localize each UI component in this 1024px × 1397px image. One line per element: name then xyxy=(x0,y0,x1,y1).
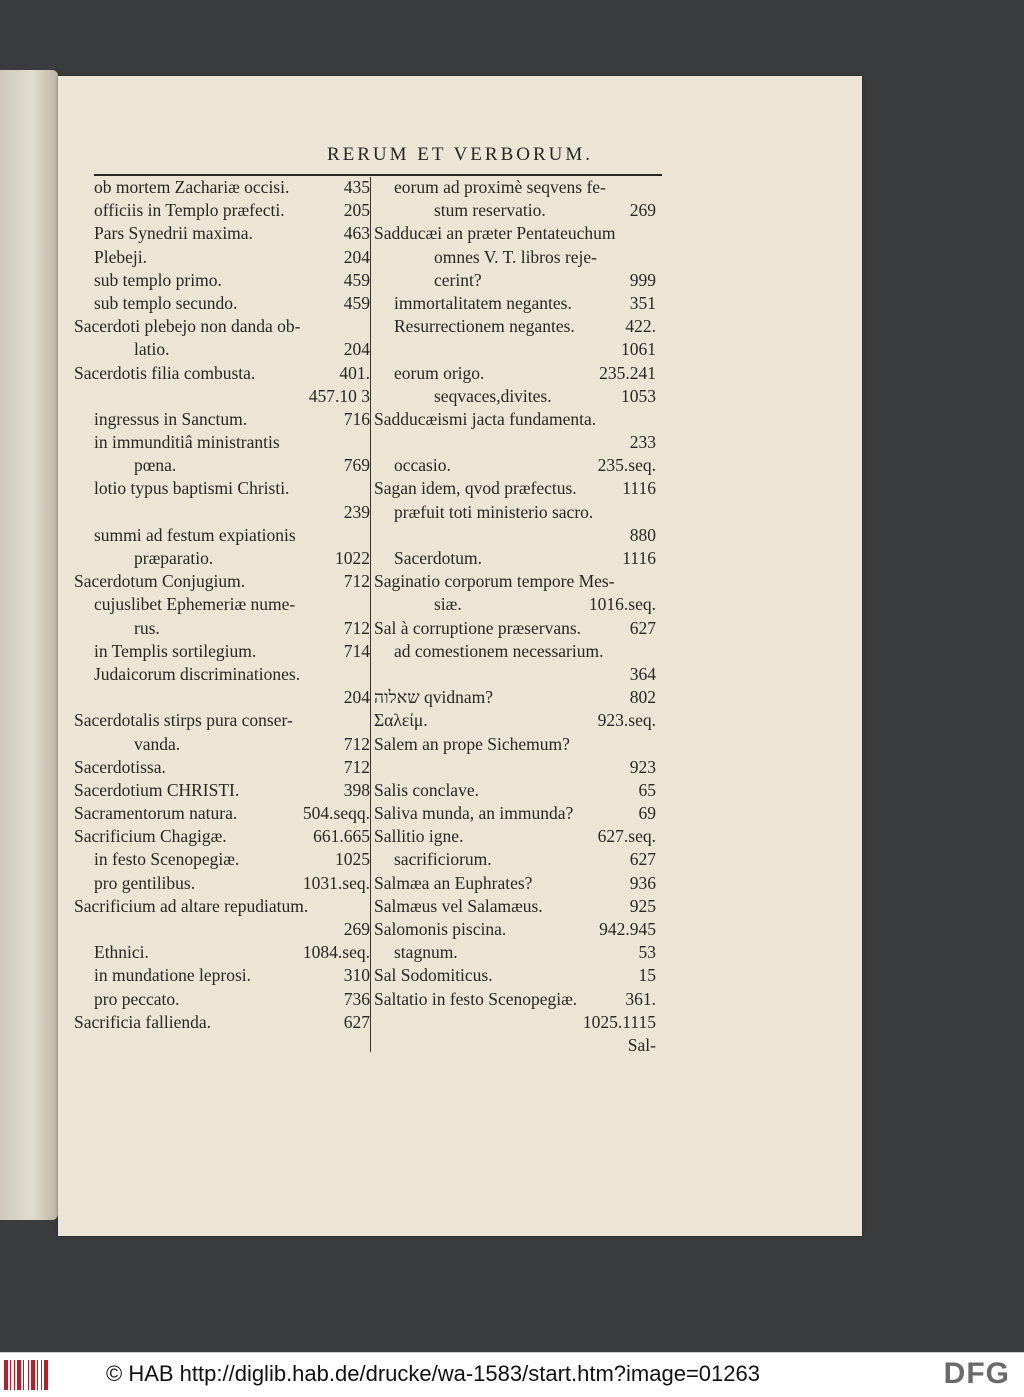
entry-term: siæ. xyxy=(434,594,462,615)
index-entry xyxy=(74,989,370,1012)
entry-term: pro peccato. xyxy=(94,988,180,1009)
entry-term: in mundatione leprosi. xyxy=(94,965,251,986)
index-entry xyxy=(74,710,370,733)
index-entry xyxy=(74,757,370,780)
entry-term: in immunditiâ ministrantis xyxy=(94,432,280,453)
entry-term: Salomonis piscina. xyxy=(374,919,507,939)
entry-term: Sallitio igne. xyxy=(374,826,464,847)
entry-term: Sacerdotissa. xyxy=(74,756,166,777)
entry-term: Sacrificium Chagigæ. xyxy=(74,826,227,847)
entry-term: stum reservatio. xyxy=(434,200,546,221)
index-entry xyxy=(374,223,656,246)
index-entry xyxy=(374,293,656,316)
entry-page-ref: 999 xyxy=(629,269,656,290)
entry-page-ref: 463 xyxy=(343,223,370,244)
index-entry xyxy=(74,223,370,246)
entry-page-ref: 716 xyxy=(343,408,370,429)
entry-term: Sacerdotalis stirps pura conser- xyxy=(74,710,293,731)
entry-page-ref: 1025 xyxy=(335,849,370,870)
index-entry xyxy=(374,525,656,548)
entry-term: Sacrificium ad altare repudiatum. xyxy=(74,895,309,916)
index-entry xyxy=(74,594,370,617)
entry-term: Σαλείμ. xyxy=(374,710,428,731)
entry-page-ref: 627 xyxy=(343,1011,370,1032)
index-entry xyxy=(74,849,370,872)
index-entry xyxy=(374,455,656,478)
index-entry xyxy=(74,896,370,919)
entry-page-ref: 310 xyxy=(343,965,370,986)
entry-page-ref: 422. xyxy=(625,316,656,337)
index-entry xyxy=(374,571,656,594)
entry-term: immortalitatem negantes. xyxy=(394,292,572,313)
entry-term: Salmæus vel Salamæus. xyxy=(374,895,543,916)
index-entry xyxy=(74,409,370,432)
entry-page-ref: 235.seq. xyxy=(597,455,656,476)
entry-page-ref: 204 xyxy=(343,687,370,708)
entry-page-ref: 712 xyxy=(343,756,370,777)
library-logo-icon xyxy=(4,1360,48,1390)
index-entry xyxy=(74,432,370,455)
entry-page-ref: 235.241 xyxy=(599,362,656,383)
entry-term: omnes V. T. libros reje- xyxy=(434,246,597,267)
entry-page-ref: Sal- xyxy=(627,1034,656,1055)
entry-term: rus. xyxy=(134,617,160,638)
index-entry xyxy=(374,316,656,339)
entry-page-ref: 736 xyxy=(343,988,370,1009)
index-column-left xyxy=(74,177,370,1035)
entry-page-ref: 712 xyxy=(343,571,370,592)
entry-term: Resurrectionem negantes. xyxy=(394,316,575,337)
footer-bar xyxy=(0,1352,1024,1397)
running-head: RERUM ET VERBORUM. xyxy=(326,144,594,165)
entry-page-ref: 504.seqq. xyxy=(302,803,370,824)
entry-page-ref: 435 xyxy=(343,177,370,197)
index-entry xyxy=(74,965,370,988)
book-page xyxy=(58,76,862,1236)
index-entry xyxy=(374,710,656,733)
entry-term: in festo Scenopegiæ. xyxy=(94,849,240,870)
entry-page-ref: 1116 xyxy=(622,478,656,499)
index-entry xyxy=(374,594,656,617)
index-entry xyxy=(374,200,656,223)
index-entry xyxy=(374,873,656,896)
entry-term: Saginatio corporum tempore Mes- xyxy=(374,571,615,592)
index-entry xyxy=(374,687,656,710)
entry-page-ref: 1061 xyxy=(621,339,656,360)
index-entry xyxy=(374,803,656,826)
entry-term: Plebeji. xyxy=(94,246,147,267)
index-entry xyxy=(74,293,370,316)
index-entry xyxy=(374,339,656,362)
index-entry xyxy=(374,432,656,455)
header-rule xyxy=(94,174,662,176)
entry-page-ref: 351 xyxy=(629,292,656,313)
entry-page-ref: 457.10 3 xyxy=(308,385,370,406)
entry-page-ref: 1084.seq. xyxy=(302,942,370,963)
entry-term: Salem an prope Sichemum? xyxy=(374,733,570,754)
column-divider xyxy=(370,177,371,1052)
entry-term: Ethnici. xyxy=(94,942,149,963)
index-entry xyxy=(74,455,370,478)
entry-page-ref: 401. xyxy=(339,362,370,383)
index-entry xyxy=(374,1035,656,1058)
entry-page-ref: 1116 xyxy=(622,548,656,568)
index-entry xyxy=(374,386,656,409)
previous-page-edge xyxy=(0,70,58,1220)
index-entry xyxy=(74,803,370,826)
entry-page-ref: 459 xyxy=(343,269,370,290)
entry-page-ref: 204 xyxy=(343,246,370,267)
index-entry xyxy=(74,571,370,594)
entry-term: Sacramentorum natura. xyxy=(74,803,238,824)
entry-term: Judaicorum discriminationes. xyxy=(94,663,301,684)
entry-term: Sacerdotium CHRISTI. xyxy=(74,779,240,800)
entry-term: Salmæa an Euphrates? xyxy=(374,872,533,893)
entry-page-ref: 1025.1115 xyxy=(582,1011,656,1032)
entry-term: sub templo secundo. xyxy=(94,292,238,313)
index-entry xyxy=(74,502,370,525)
index-entry xyxy=(374,664,656,687)
entry-term: Sagan idem, qvod præfectus. xyxy=(374,478,577,499)
index-entry xyxy=(74,664,370,687)
entry-page-ref: 53 xyxy=(638,942,656,963)
index-entry xyxy=(374,734,656,757)
index-entry xyxy=(374,942,656,965)
entry-page-ref: 712 xyxy=(343,617,370,638)
index-entry xyxy=(374,502,656,525)
entry-page-ref: 233 xyxy=(629,432,656,453)
index-entry xyxy=(74,618,370,641)
entry-term: Sacrificia fallienda. xyxy=(74,1011,212,1032)
index-entry xyxy=(74,919,370,942)
entry-page-ref: 942.945 xyxy=(599,919,656,939)
entry-page-ref: 398 xyxy=(343,779,370,800)
entry-term: in Templis sortilegium. xyxy=(94,640,257,661)
entry-term: Sadducæismi jacta fundamenta. xyxy=(374,408,597,429)
entry-term: Pars Synedrii maxima. xyxy=(94,223,253,244)
entry-page-ref: 205 xyxy=(343,200,370,221)
index-entry xyxy=(374,780,656,803)
index-entry xyxy=(374,896,656,919)
index-entry xyxy=(374,965,656,988)
index-entry xyxy=(374,618,656,641)
entry-page-ref: 65 xyxy=(638,779,656,800)
index-entry xyxy=(74,734,370,757)
index-entry xyxy=(374,826,656,849)
entry-page-ref: 269 xyxy=(343,919,370,939)
entry-term: eorum origo. xyxy=(394,362,485,383)
entry-term: officiis in Templo præfecti. xyxy=(94,200,285,221)
index-entry xyxy=(374,247,656,270)
entry-page-ref: 1031.seq. xyxy=(302,872,370,893)
entry-page-ref: 714 xyxy=(343,640,370,661)
entry-page-ref: 627 xyxy=(629,849,656,870)
index-entry xyxy=(74,478,370,501)
entry-page-ref: 627.seq. xyxy=(597,826,656,847)
entry-term: Sacerdoti plebejo non danda ob- xyxy=(74,316,301,337)
entry-page-ref: 15 xyxy=(638,965,656,986)
entry-page-ref: 880 xyxy=(629,524,656,545)
entry-page-ref: 269 xyxy=(629,200,656,221)
entry-term: Sacerdotum Conjugium. xyxy=(74,571,246,592)
entry-term: summi ad festum expiationis xyxy=(94,524,296,545)
index-entry xyxy=(74,316,370,339)
index-entry xyxy=(374,989,656,1012)
index-entry xyxy=(74,548,370,571)
index-entry xyxy=(374,919,656,942)
entry-term: שאלוה qvidnam? xyxy=(374,687,494,708)
index-entry xyxy=(374,363,656,386)
entry-term: Sacerdotis filia combusta. xyxy=(74,362,256,383)
entry-page-ref: 69 xyxy=(638,803,656,824)
index-entry xyxy=(74,826,370,849)
index-entry xyxy=(74,270,370,293)
index-entry xyxy=(74,525,370,548)
index-entry xyxy=(74,177,370,200)
entry-page-ref: 1053 xyxy=(621,385,656,406)
entry-term: Sal Sodomiticus. xyxy=(374,965,493,986)
entry-page-ref: 239 xyxy=(343,501,370,522)
entry-term: pœna. xyxy=(134,455,177,476)
entry-term: stagnum. xyxy=(394,942,458,963)
index-entry xyxy=(74,687,370,710)
index-entry xyxy=(374,270,656,293)
index-entry xyxy=(74,363,370,386)
index-column-right xyxy=(374,177,656,1058)
index-entry xyxy=(374,409,656,432)
entry-page-ref: 923 xyxy=(629,756,656,777)
entry-term: cerint? xyxy=(434,269,482,290)
index-entry xyxy=(74,641,370,664)
entry-page-ref: 802 xyxy=(629,687,656,708)
entry-page-ref: 364 xyxy=(629,663,656,684)
index-entry xyxy=(74,386,370,409)
index-entry xyxy=(374,177,656,200)
entry-term: ingressus in Sanctum. xyxy=(94,408,248,429)
index-entry xyxy=(374,478,656,501)
entry-page-ref: 712 xyxy=(343,733,370,754)
entry-term: cujuslibet Ephemeriæ nume- xyxy=(94,594,296,615)
entry-term: lotio typus baptismi Christi. xyxy=(94,478,290,499)
entry-term: seqvaces,divites. xyxy=(434,385,552,406)
index-entry xyxy=(374,641,656,664)
entry-term: vanda. xyxy=(134,733,181,754)
entry-term: ob mortem Zachariæ occisi. xyxy=(94,177,290,197)
entry-term: Saliva munda, an immunda? xyxy=(374,803,574,824)
entry-page-ref: 204 xyxy=(343,339,370,360)
index-entry xyxy=(74,200,370,223)
dfg-logo: DFG xyxy=(943,1357,1010,1390)
entry-term: Sacerdotum. xyxy=(394,548,482,568)
index-entry xyxy=(74,339,370,362)
entry-page-ref: 925 xyxy=(629,895,656,916)
entry-page-ref: 1016.seq. xyxy=(588,594,656,615)
entry-page-ref: 661.665 xyxy=(313,826,370,847)
index-entry xyxy=(374,757,656,780)
entry-term: Salis conclave. xyxy=(374,779,479,800)
index-entry xyxy=(374,1012,656,1035)
index-entry xyxy=(74,873,370,896)
entry-term: latio. xyxy=(134,339,170,360)
entry-term: ad comestionem necessarium. xyxy=(394,640,604,661)
index-entry xyxy=(374,548,656,571)
entry-term: præfuit toti ministerio sacro. xyxy=(394,501,594,522)
copyright-link[interactable]: © HAB http://diglib.hab.de/drucke/wa-1583/start.htm?image=01263 xyxy=(106,1361,760,1386)
entry-page-ref: 923.seq. xyxy=(597,710,656,731)
index-entry xyxy=(374,849,656,872)
entry-term: pro gentilibus. xyxy=(94,872,196,893)
entry-page-ref: 769 xyxy=(343,455,370,476)
entry-term: sub templo primo. xyxy=(94,269,222,290)
entry-page-ref: 936 xyxy=(629,872,656,893)
entry-page-ref: 627 xyxy=(629,617,656,638)
index-entry xyxy=(74,1012,370,1035)
entry-page-ref: 459 xyxy=(343,292,370,313)
entry-term: sacrificiorum. xyxy=(394,849,492,870)
index-entry xyxy=(74,247,370,270)
entry-term: eorum ad proximè seqvens fe- xyxy=(394,177,606,197)
entry-term: occasio. xyxy=(394,455,451,476)
index-entry xyxy=(74,780,370,803)
entry-term: Sal à corruptione præservans. xyxy=(374,617,582,638)
index-entry xyxy=(74,942,370,965)
entry-term: Saltatio in festo Scenopegiæ. xyxy=(374,988,578,1009)
entry-term: præparatio. xyxy=(134,548,214,568)
entry-page-ref: 361. xyxy=(625,988,656,1009)
entry-page-ref: 1022 xyxy=(335,548,370,568)
entry-term: Sadducæi an præter Pentateuchum xyxy=(374,223,616,244)
